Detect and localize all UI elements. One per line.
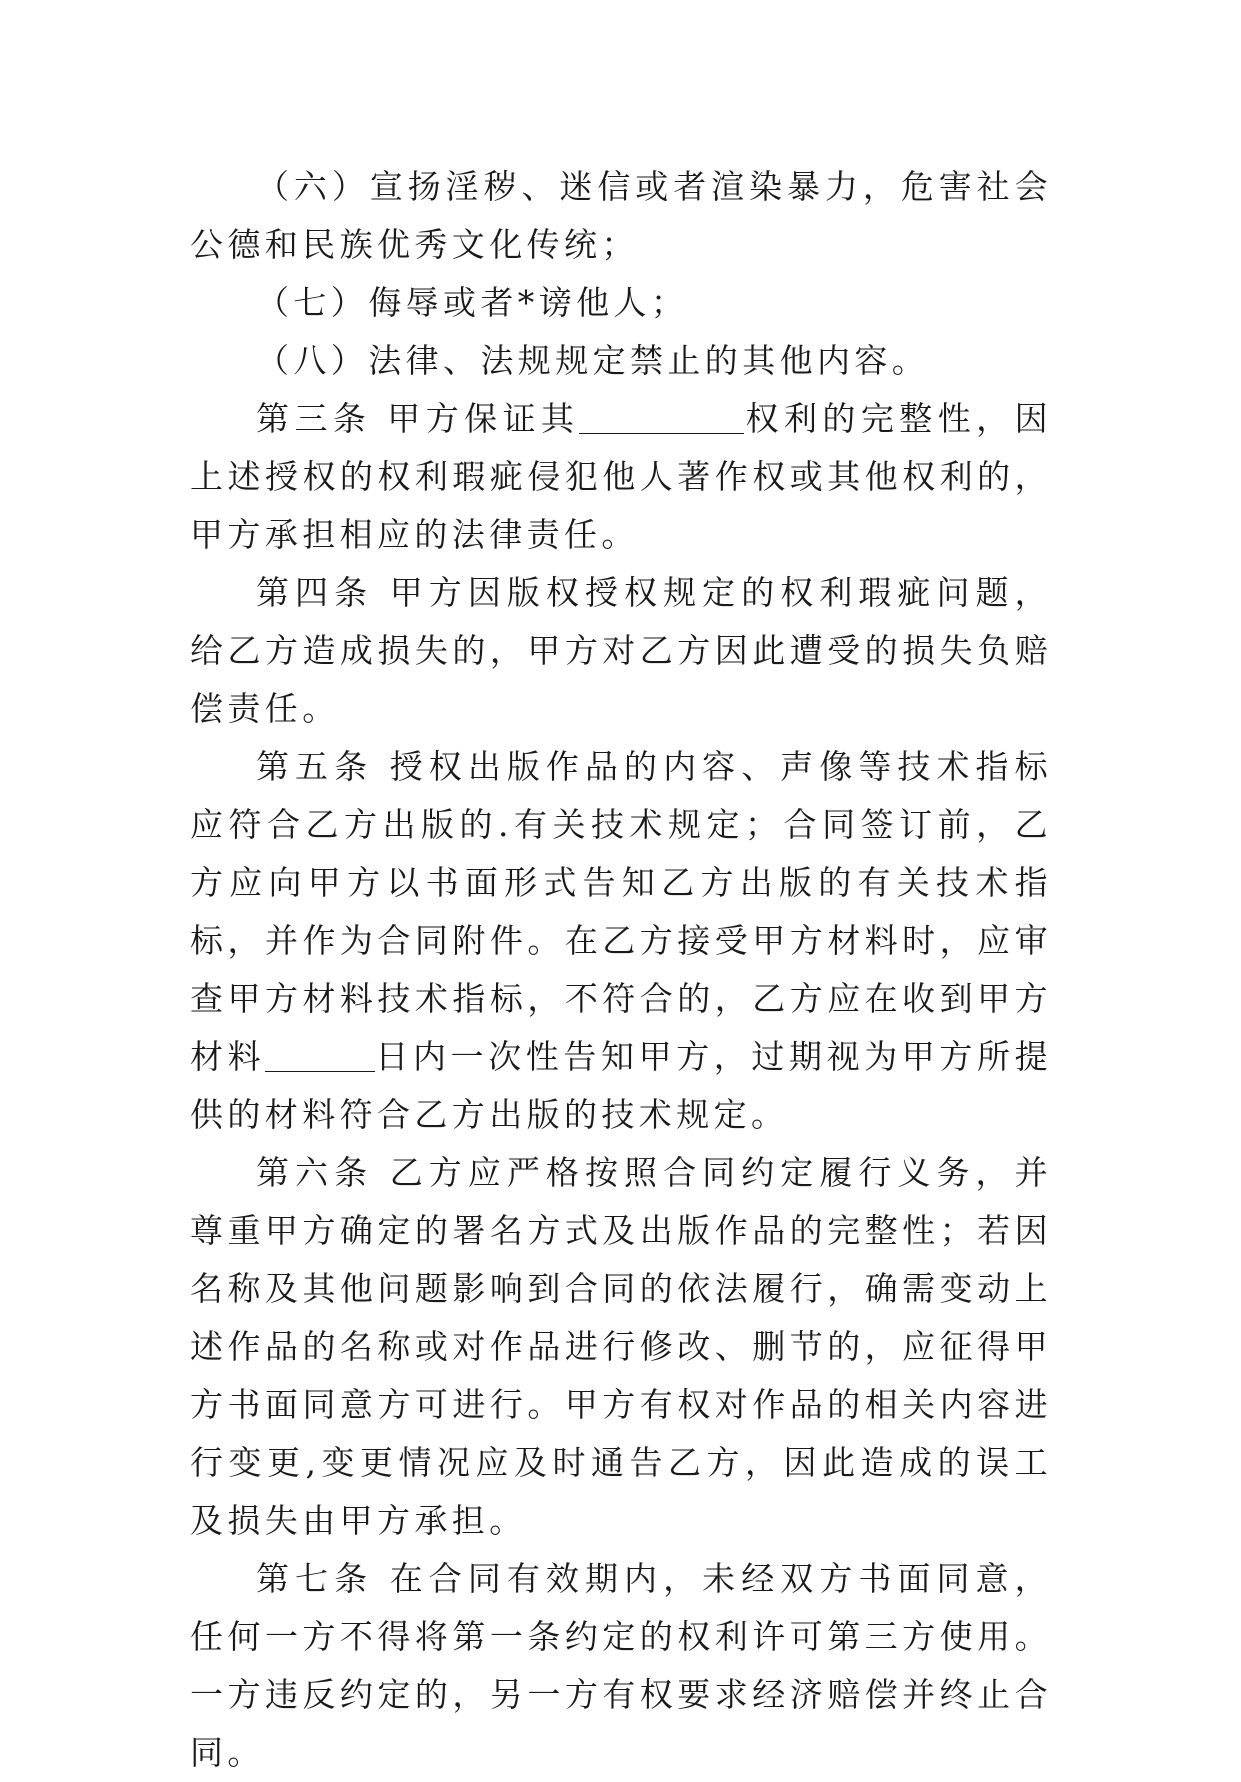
item-7-paragraph: （七）侮辱或者*谤他人； [256, 283, 689, 322]
article-5-text-after: 日内一次性告知甲方，过期视为甲方所提供的材料符合乙方出版的技术规定。 [190, 1037, 1052, 1134]
article-3-text-after: 权利的完整性，因上述授权的权利瑕疵侵犯他人著作权或其他权利的，甲方承担相应的法律责任。 [190, 399, 1052, 554]
article-3-blank [579, 399, 744, 434]
article-5-text-before: 第五条 授权出版作品的内容、声像等技术指标应符合乙方出版的.有关技术规定；合同签订前，乙方应向甲方以书面形式告知乙方出版的有关技术指标，并作为合同附件。在乙方接受甲方材料时，应审查甲方材料技术指标，不符合的，乙方应在收到甲方材料 [190, 747, 1052, 1076]
document-page [190, 158, 1052, 1782]
item-6-paragraph: （六）宣扬淫秽、迷信或者渲染暴力，危害社会公德和民族优秀文化传统； [190, 167, 1052, 264]
article-5-blank [265, 1037, 375, 1072]
article-5-paragraph [190, 738, 1052, 1144]
article-3-paragraph [190, 390, 1052, 564]
item-8-paragraph: （八）法律、法规规定禁止的其他内容。 [256, 341, 930, 380]
article-3-text-before: 第三条 甲方保证其 [256, 399, 580, 438]
article-7-paragraph: 第七条 在合同有效期内，未经双方书面同意，任何一方不得将第一条约定的权利许可第三方使用。一方违反约定的，另一方有权要求经济赔偿并终止合同。 [190, 1559, 1052, 1772]
article-6-paragraph: 第六条 乙方应严格按照合同约定履行义务，并尊重甲方确定的署名方式及出版作品的完整性；若因名称及其他问题影响到合同的依法履行，确需变动上述作品的名称或对作品进行修改、删节的，应征得甲方书面同意方可进行。甲方有权对作品的相关内容进行变更,变更情况应及时通告乙方，因此造成的误工及损失由甲方承担。 [190, 1153, 1052, 1540]
article-4-paragraph: 第四条 甲方因版权授权规定的权利瑕疵问题，给乙方造成损失的，甲方对乙方因此遭受的损失负赔偿责任。 [190, 573, 1052, 728]
